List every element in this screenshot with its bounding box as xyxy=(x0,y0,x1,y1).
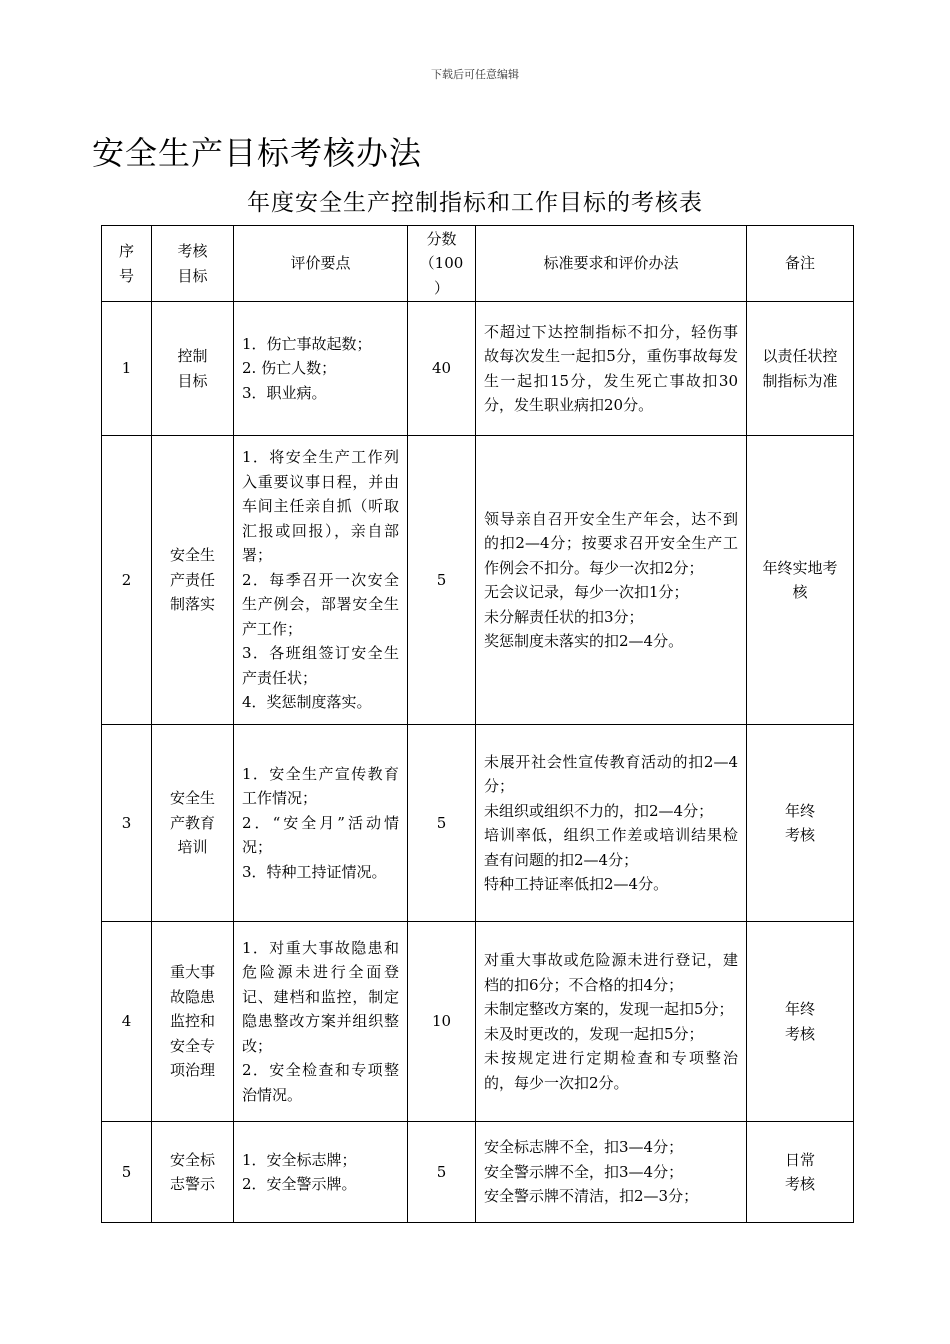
row-method: 不超过下达控制指标不扣分，轻伤事故每次发生一起扣5分，重伤事故每发生一起扣15分，发生死亡事故扣30分，发生职业病扣20分。 xyxy=(476,302,747,436)
row-seq: 3 xyxy=(102,725,152,922)
row-target: 重大事 故隐患 监控和 安全专 项治理 xyxy=(152,922,234,1122)
row-points: 1．将安全生产工作列入重要议事日程，并由车间主任亲自抓（听取汇报或回报），亲自部署； 2．每季召开一次安全生产例会，部署安全生产工作； 3．各班组签订安全生产责任状； 4．奖惩制度落实。 xyxy=(234,436,408,725)
row-points: 1．安全生产宣传教育工作情况； 2．“安全月”活动情况； 3．特种工持证情况。 xyxy=(234,725,408,922)
row-remark: 以责任状控 制指标为准 xyxy=(747,302,854,436)
header-note: 下载后可任意编辑 xyxy=(431,68,519,81)
row-method: 未展开社会性宣传教育活动的扣2—4分； 未组织或组织不力的，扣2—4分； 培训率低，组织工作差或培训结果检查有问题的扣2—4分； 特种工持证率低扣2—4分。 xyxy=(476,725,747,922)
table-header-row xyxy=(102,226,854,302)
row-target: 控制 目标 xyxy=(152,302,234,436)
table-row xyxy=(102,1122,854,1223)
row-seq: 1 xyxy=(102,302,152,436)
table-row xyxy=(102,436,854,725)
row-score: 40 xyxy=(408,302,476,436)
row-points: 1．伤亡事故起数； 2. 伤亡人数； 3．职业病。 xyxy=(234,302,408,436)
row-remark: 年终 考核 xyxy=(747,922,854,1122)
header-score: 分数 （100 ） xyxy=(408,226,476,302)
table-row xyxy=(102,922,854,1122)
row-points: 1．安全标志牌； 2．安全警示牌。 xyxy=(234,1122,408,1223)
page-title: 安全生产目标考核办法 xyxy=(92,134,423,172)
row-remark: 日常 考核 xyxy=(747,1122,854,1223)
row-score: 5 xyxy=(408,436,476,725)
row-score: 10 xyxy=(408,922,476,1122)
header-method: 标准要求和评价办法 xyxy=(476,226,747,302)
header-points: 评价要点 xyxy=(234,226,408,302)
table-title: 年度安全生产控制指标和工作目标的考核表 xyxy=(247,190,703,216)
row-remark: 年终 考核 xyxy=(747,725,854,922)
header-seq: 序 号 xyxy=(102,226,152,302)
table-row xyxy=(102,302,854,436)
row-target: 安全标 志警示 xyxy=(152,1122,234,1223)
row-target: 安全生 产教育 培训 xyxy=(152,725,234,922)
assessment-table xyxy=(101,225,854,1223)
row-seq: 2 xyxy=(102,436,152,725)
row-method: 安全标志牌不全，扣3—4分； 安全警示牌不全，扣3—4分； 安全警示牌不清洁，扣2—3分； xyxy=(476,1122,747,1223)
row-score: 5 xyxy=(408,1122,476,1223)
row-remark: 年终实地考 核 xyxy=(747,436,854,725)
row-target: 安全生 产责任 制落实 xyxy=(152,436,234,725)
row-method: 领导亲自召开安全生产年会，达不到的扣2—4分；按要求召开安全生产工作例会不扣分。每少一次扣2分； 无会议记录，每少一次扣1分； 未分解责任状的扣3分； 奖惩制度未落实的扣2—4分。 xyxy=(476,436,747,725)
table-row xyxy=(102,725,854,922)
header-remark: 备注 xyxy=(747,226,854,302)
header-target: 考核 目标 xyxy=(152,226,234,302)
row-seq: 5 xyxy=(102,1122,152,1223)
row-seq: 4 xyxy=(102,922,152,1122)
row-score: 5 xyxy=(408,725,476,922)
row-method: 对重大事故或危险源未进行登记，建档的扣6分；不合格的扣4分； 未制定整改方案的，发现一起扣5分； 未及时更改的，发现一起扣5分； 未按规定进行定期检查和专项整治的，每少一次扣2分。 xyxy=(476,922,747,1122)
row-points: 1．对重大事故隐患和危险源未进行全面登记、建档和监控，制定隐患整改方案并组织整改； 2．安全检查和专项整治情况。 xyxy=(234,922,408,1122)
